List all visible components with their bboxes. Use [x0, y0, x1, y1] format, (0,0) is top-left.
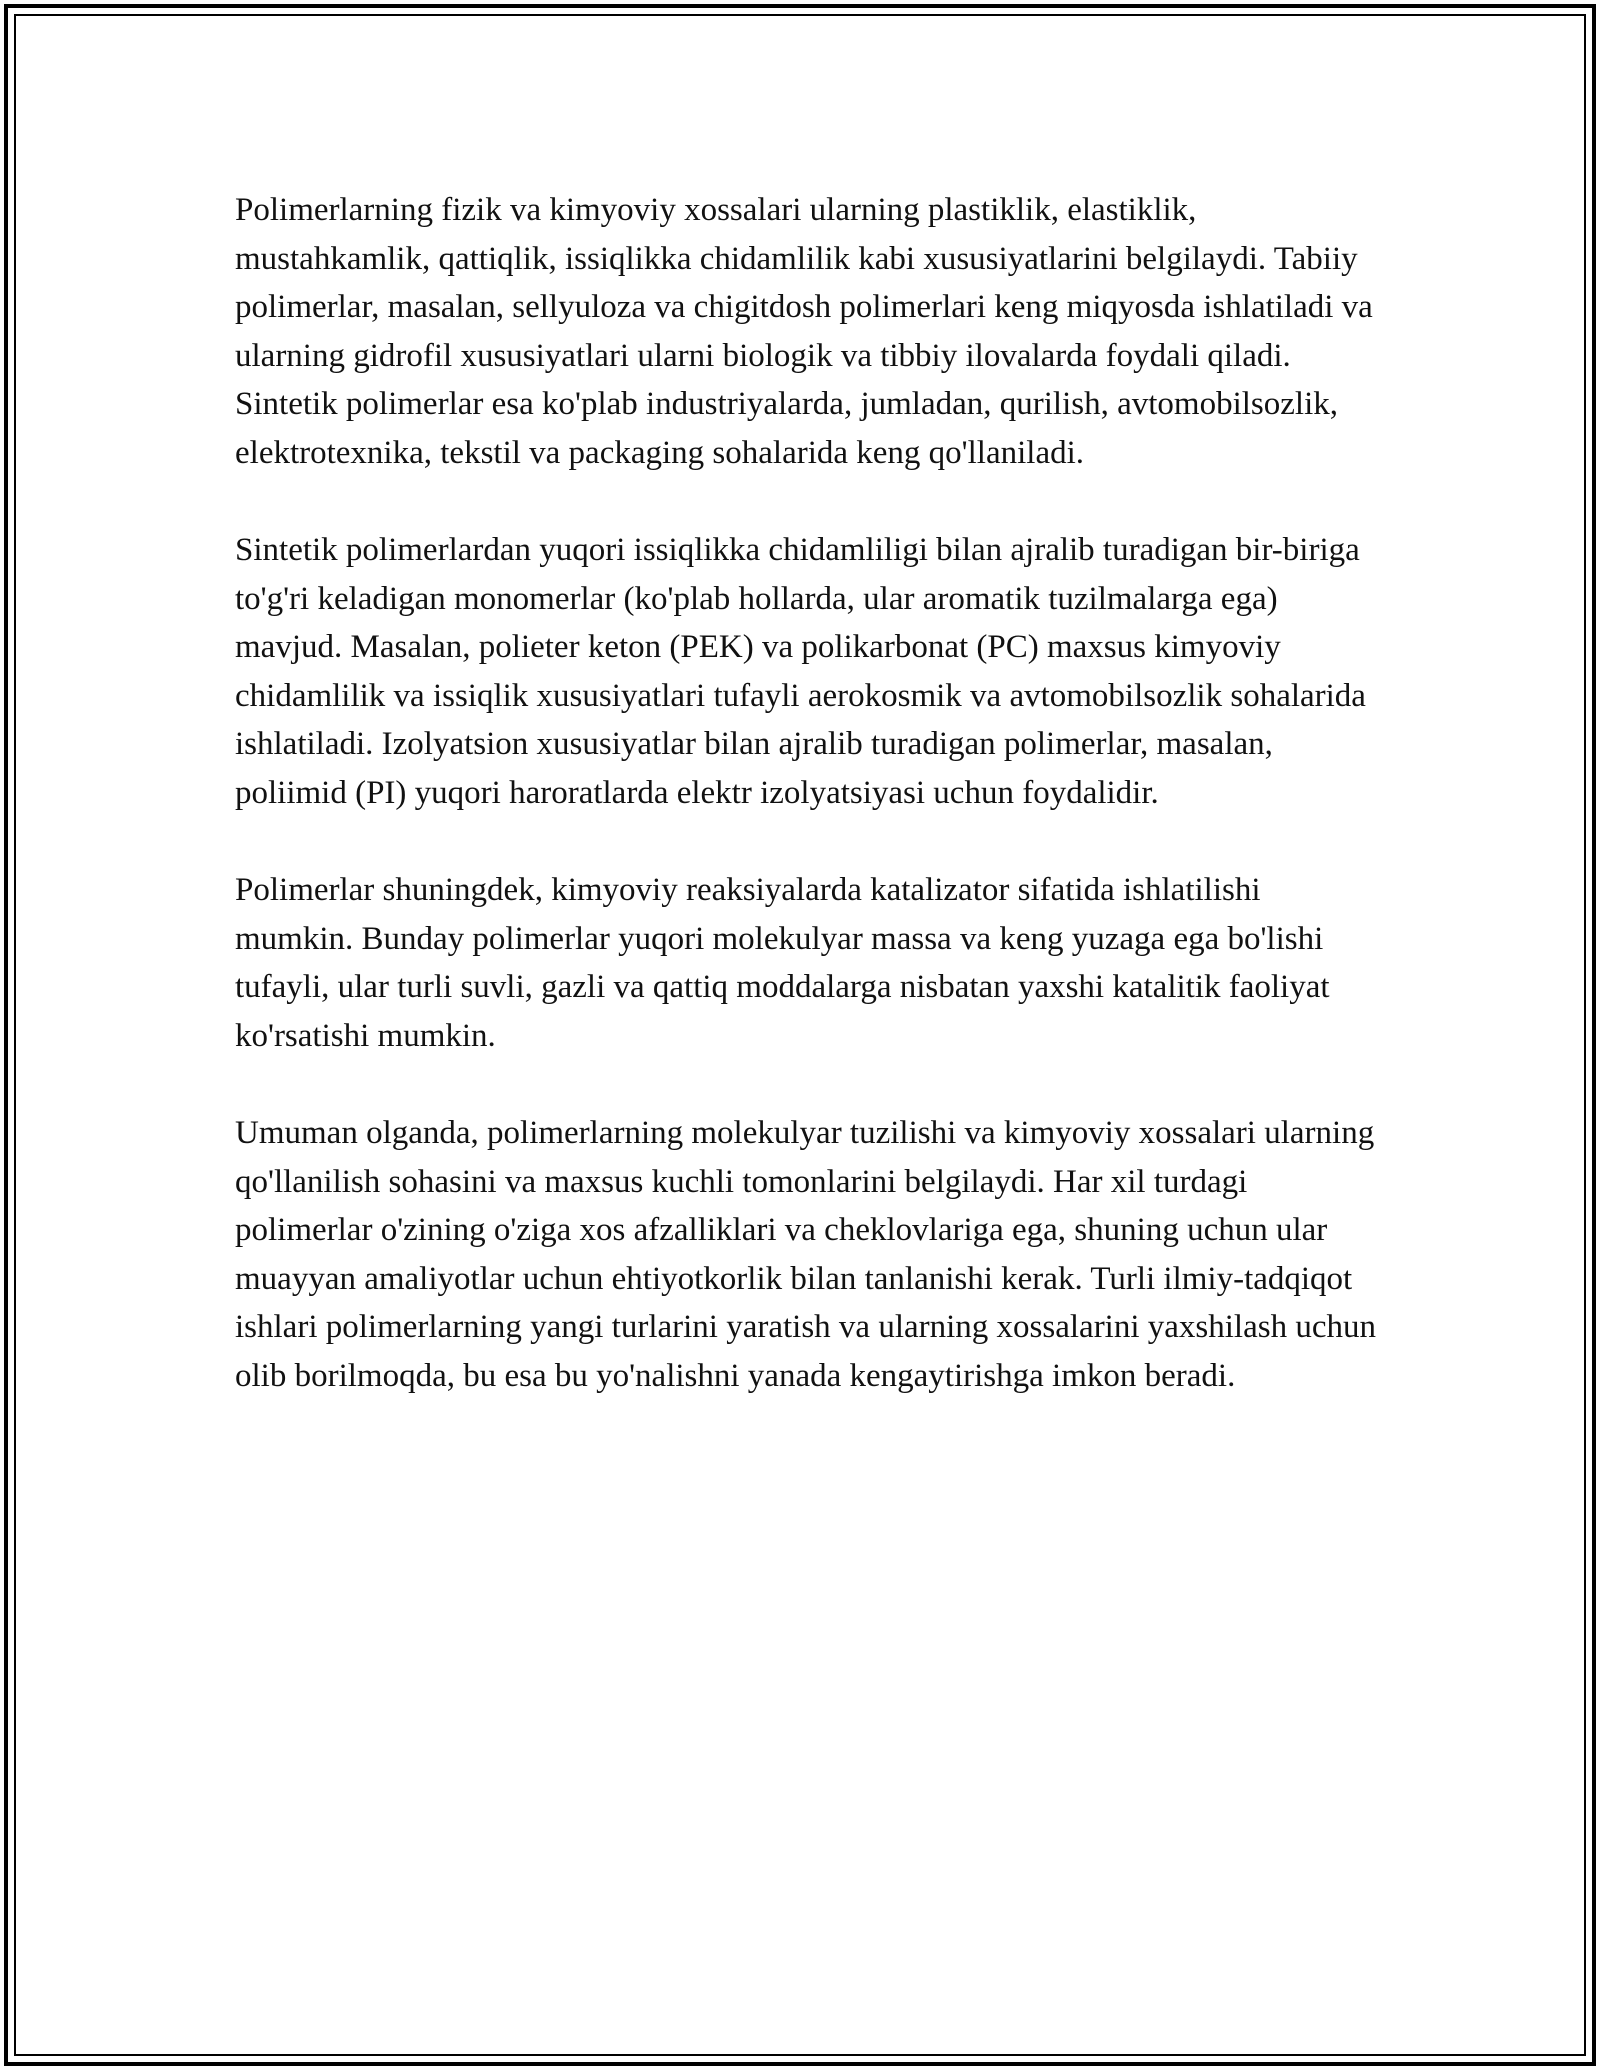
paragraph-physical-chemical-properties: Polimerlarning fizik va kimyoviy xossalari ularning plastiklik, elastiklik, mustahkamlik, qattiqlik, issiqlikka chidamlilik kabi xususiyatlarini belgilaydi. Tabiiy polimerlar, masalan, sellyuloza va chigitdosh polimerlari keng miqyosda ishlatiladi va ularning gidrofil xususiyatlari ularni biologik va tibbiy ilovalarda foydali qiladi. Sintetik polimerlar esa ko'plab industriyalarda, jumladan, qurilish, avtomobilsozlik, elektrotexnika, tekstil va packaging sohalarida keng qo'llaniladi.	[235, 192, 1373, 471]
paragraph-synthetic-heat-resistant: Sintetik polimerlardan yuqori issiqlikka chidamliligi bilan ajralib turadigan bir-biriga to'g'ri keladigan monomerlar (ko'plab hollarda, ular aromatik tuzilmalarga ega) mavjud. Masalan, polieter keton (PEK) va polikarbonat (PC) maxsus kimyoviy chidamlilik va issiqlik xususiyatlari tufayli aerokosmik va avtomobilsozlik sohalarida ishlatiladi. Izolyatsion xususiyatlar bilan ajralib turadigan polimerlar, masalan, poliimid (PI) yuqori haroratlarda elektr izolyatsiyasi uchun foydalidir.	[235, 532, 1366, 811]
paragraph-conclusion: Umuman olganda, polimerlarning molekulyar tuzilishi va kimyoviy xossalari ularning qo'llanilish sohasini va maxsus kuchli tomonlarini belgilaydi. Har xil turdagi polimerlar o'zining o'ziga xos afzalliklari va cheklovlariga ega, shuning uchun ular muayyan amaliyotlar uchun ehtiyotkorlik bilan tanlanishi kerak. Turli ilmiy-tadqiqot ishlari polimerlarning yangi turlarini yaratish va ularning xossalarini yaxshilash uchun olib borilmoqda, bu esa bu yo'nalishni yanada kengaytirishga imkon beradi.	[235, 1115, 1376, 1394]
paragraph-catalysts: Polimerlar shuningdek, kimyoviy reaksiyalarda katalizator sifatida ishlatilishi mumkin. Bunday polimerlar yuqori molekulyar massa va keng yuzaga ega bo'lishi tufayli, ular turli suvli, gazli va qattiq moddalarga nisbatan yaxshi katalitik faoliyat ko'rsatishi mumkin.	[235, 872, 1330, 1054]
document-body	[235, 186, 1385, 1449]
